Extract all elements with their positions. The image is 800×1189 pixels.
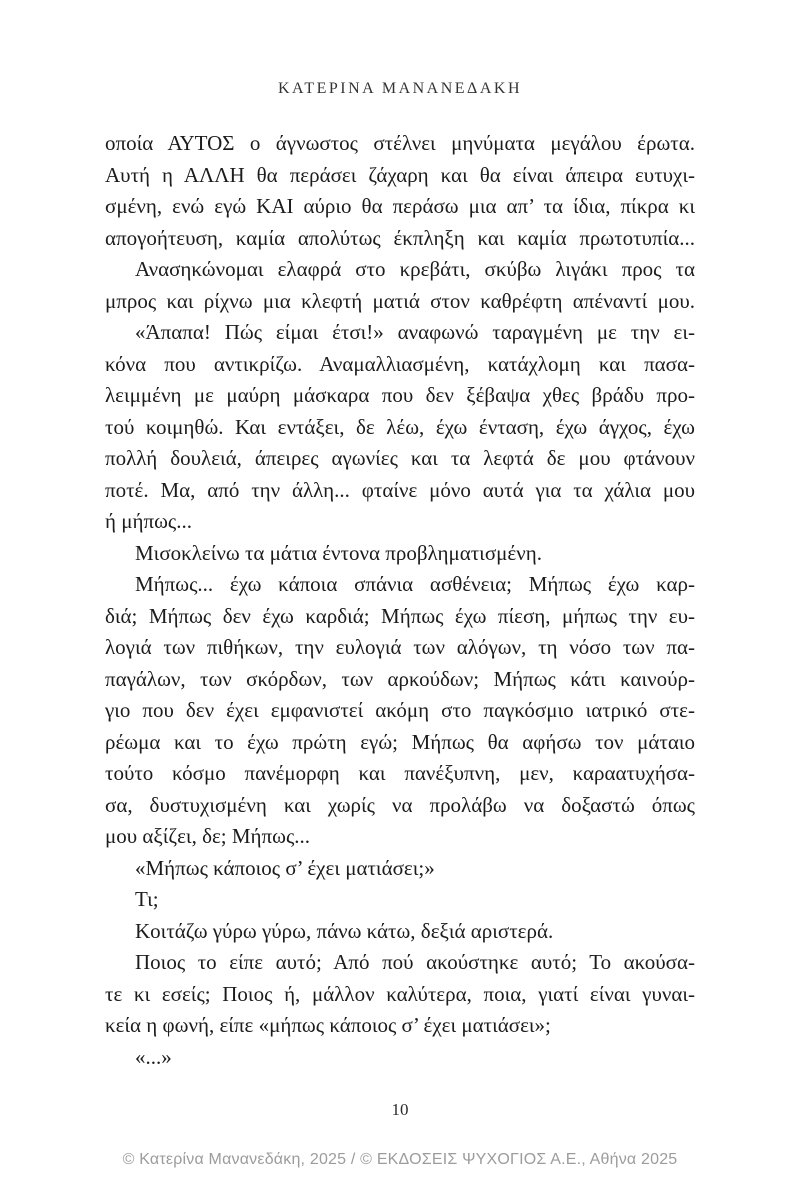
text-line: ή μήπως... bbox=[105, 509, 192, 533]
text-line: κεία η φωνή, είπε «μήπως κάποιος σ’ έχει ματιάσει»; bbox=[105, 1013, 551, 1037]
text-line: οποία ΑΥΤΟΣ ο άγνωστος στέλνει μηνύματα μεγάλου έρωτα. bbox=[105, 131, 695, 155]
text-line: λειμμένη με μαύρη μάσκαρα που δεν ξέβαψα χθες βράδυ προ- bbox=[105, 383, 695, 407]
text-line: Τι; bbox=[135, 887, 159, 911]
text-line: «Άπαπα! Πώς είμαι έτσι!» αναφωνώ ταραγμένη με την ει- bbox=[135, 320, 695, 344]
text-line: μου αξίζει, δε; Μήπως... bbox=[105, 824, 311, 848]
text-line: «...» bbox=[135, 1044, 172, 1069]
text-line: ρέωμα και το έχω πρώτη εγώ; Μήπως θα αφήσω τον μάταιο bbox=[105, 729, 695, 754]
copyright-footer: © Κατερίνα Μανανεδάκη, 2025 / © ΕΚΔΟΣΕΙΣ ΨΥΧΟΓΙΟΣ Α.Ε., Αθήνα 2025 bbox=[122, 1151, 678, 1168]
text-line: πολλή δουλειά, άπειρες αγωνίες και τα λεφτά δε μου φτάνουν bbox=[105, 446, 695, 470]
text-line: μπρος και ρίχνω μια κλεφτή ματιά στον καθρέφτη απέναντί μου. bbox=[105, 288, 695, 313]
text-line: σμένη, ενώ εγώ ΚΑΙ αύριο θα περάσω μια απ’ τα ίδια, πίκρα κι bbox=[105, 194, 695, 218]
running-header: ΚΑΤΕΡΙΝΑ ΜΑΝΑΝΕΔΑΚΗ bbox=[277, 80, 523, 97]
body-text bbox=[105, 128, 695, 1073]
text-line: τε κι εσείς; Ποιος ή, μάλλον καλύτερα, ποια, γιατί είναι γυναι- bbox=[105, 981, 695, 1006]
text-line: διά; Μήπως δεν έχω καρδιά; Μήπως έχω πίεση, μήπως την ευ- bbox=[105, 603, 695, 628]
text-line: κόνα που αντικρίζω. Αναμαλλιασμένη, κατάχλομη και πασα- bbox=[105, 351, 695, 376]
text-line: σα, δυστυχισμένη και χωρίς να προλάβω να δοξαστώ όπως bbox=[105, 792, 695, 817]
text-line: τού κοιμηθώ. Και εντάξει, δε λέω, έχω ένταση, έχω άγχος, έχω bbox=[105, 414, 695, 439]
text-line: παγάλων, των σκόρδων, των αρκούδων; Μήπως κάτι καινούρ- bbox=[105, 666, 695, 691]
text-line: Ποιος το είπε αυτό; Από πού ακούστηκε αυτό; Το ακούσα- bbox=[135, 950, 695, 974]
page-number: 10 bbox=[391, 1100, 409, 1119]
text-line: Κοιτάζω γύρω γύρω, πάνω κάτω, δεξιά αριστερά. bbox=[135, 918, 554, 943]
text-line: «Μήπως κάποιος σ’ έχει ματιάσει;» bbox=[135, 855, 435, 880]
text-line: Μισοκλείνω τα μάτια έντονα προβληματισμένη. bbox=[135, 540, 542, 565]
text-line: Αυτή η ΑΛΛΗ θα περάσει ζάχαρη και θα είναι άπειρα ευτυχι- bbox=[105, 162, 695, 187]
text-line: τούτο κόσμο πανέμορφη και πανέξυπνη, μεν, καραατυχήσα- bbox=[105, 761, 695, 785]
text-line: Μήπως... έχω κάποια σπάνια ασθένεια; Μήπως έχω καρ- bbox=[135, 572, 695, 596]
text-line: απογοήτευση, καμία απολύτως έκπληξη και καμία πρωτοτυπία... bbox=[105, 225, 695, 250]
text-line: Ανασηκώνομαι ελαφρά στο κρεβάτι, σκύβω λιγάκι προς τα bbox=[135, 257, 695, 281]
text-line: γιο που δεν έχει εμφανιστεί ακόμη στο παγκόσμιο ιατρικό στε- bbox=[105, 698, 695, 722]
text-line: ποτέ. Μα, από την άλλη... φταίνε μόνο αυτά για τα χάλια μου bbox=[105, 477, 695, 502]
text-line: λογιά των πιθήκων, την ευλογιά των αλόγων, τη νόσο των πα- bbox=[105, 635, 695, 659]
